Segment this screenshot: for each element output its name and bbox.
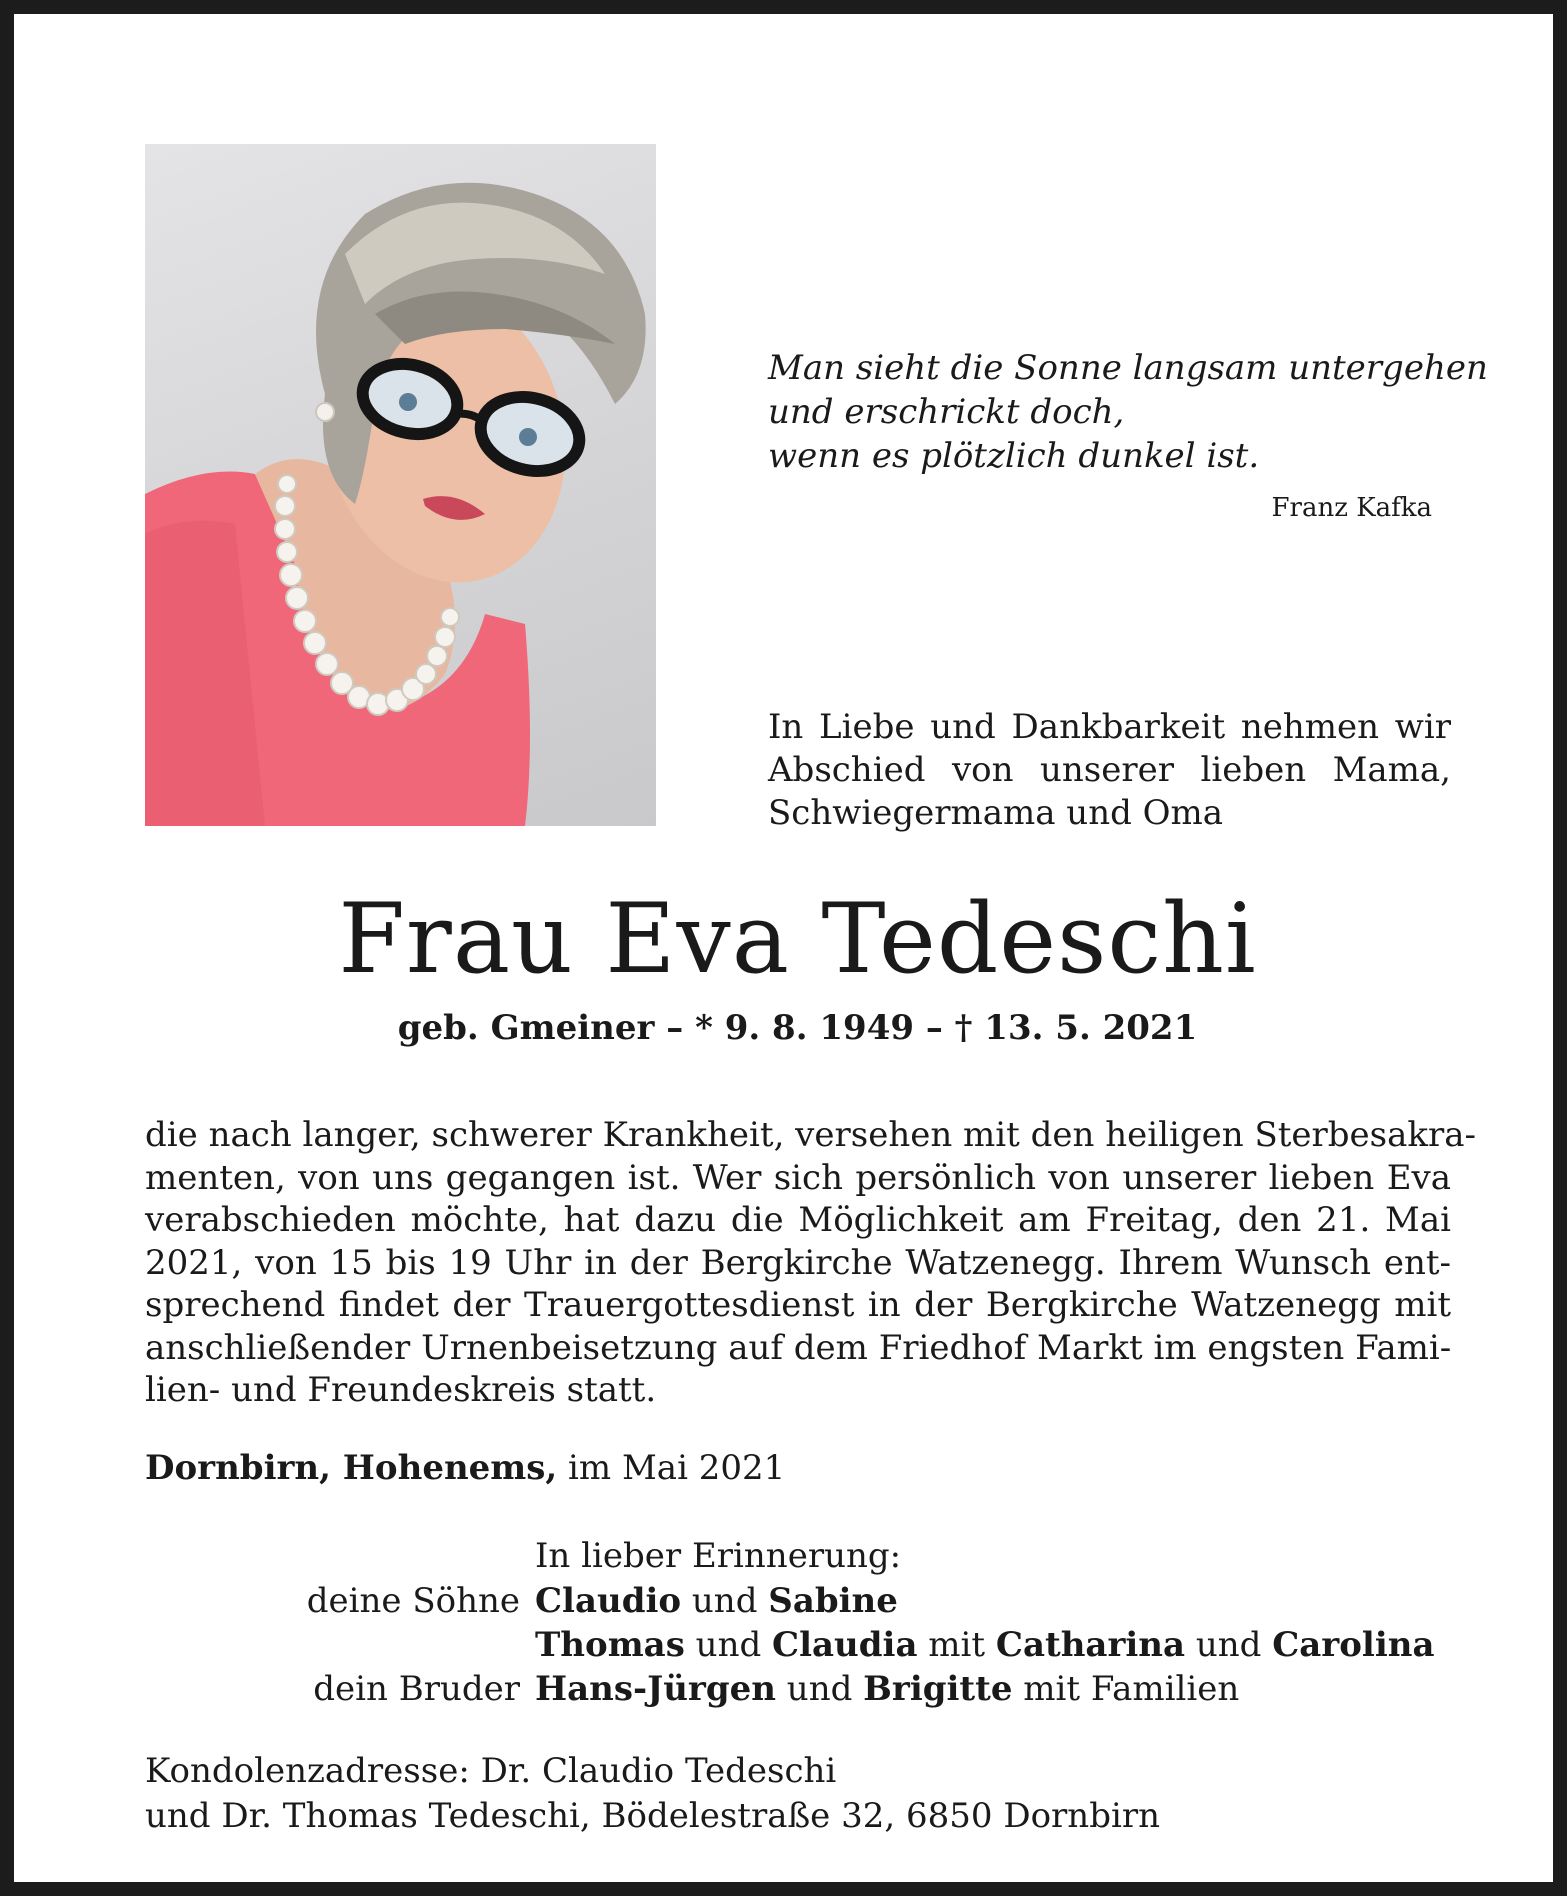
body-line: anschließender Urnenbeisetzung auf dem Friedhof Markt im engsten Fami-	[145, 1327, 1452, 1368]
relative-name: Claudio	[535, 1581, 682, 1621]
connector: und	[1185, 1625, 1273, 1665]
relatives-names	[535, 1623, 1475, 1667]
connector: und	[775, 1669, 864, 1709]
relatives-row	[145, 1623, 1475, 1667]
relatives-row	[145, 1667, 1475, 1711]
place-names: Dornbirn, Hohenems,	[145, 1448, 558, 1488]
intro-line: In Liebe und Dankbarkeit nehmen wir	[768, 707, 1451, 747]
connector: mit Familien	[1012, 1669, 1240, 1709]
portrait-photo	[145, 144, 656, 826]
relative-name: Catharina	[995, 1625, 1186, 1665]
sons-label: deine Söhne	[306, 1581, 520, 1621]
body-line: sprechend findet der Trauergottesdienst in der Bergkirche Watzenegg mit	[145, 1285, 1451, 1325]
connector: und	[684, 1625, 773, 1665]
relative-name: Hans-Jürgen	[535, 1669, 776, 1709]
relative-name: Claudia	[772, 1625, 918, 1665]
deceased-name: Frau Eva Tedeschi	[338, 883, 1257, 995]
portrait-illustration	[145, 144, 656, 826]
relatives-names	[535, 1579, 1475, 1623]
birth-death-dates: geb. Gmeiner – * 9. 8. 1949 – † 13. 5. 2021	[397, 1008, 1198, 1048]
brother-label: dein Bruder	[313, 1669, 520, 1709]
month-year: im Mai 2021	[557, 1448, 786, 1488]
relative-name: Carolina	[1272, 1625, 1435, 1665]
body-line: lien- und Freundeskreis statt.	[145, 1370, 657, 1410]
kafka-quote	[768, 346, 1488, 478]
intro-line: Schwiegermama und Oma	[768, 793, 1224, 833]
relative-name: Thomas	[535, 1625, 685, 1665]
body-line: verabschieden möchte, hat dazu die Möglichkeit am Freitag, den 21. Mai	[145, 1200, 1451, 1240]
intro-line: Abschied von unserer lieben Mama,	[768, 750, 1451, 790]
body-line: 2021, von 15 bis 19 Uhr in der Bergkirche Watzenegg. Ihrem Wunsch ent-	[145, 1242, 1451, 1283]
relatives-names	[535, 1667, 1475, 1711]
relative-name: Brigitte	[863, 1669, 1013, 1709]
connector: mit	[917, 1625, 996, 1665]
condolence-line: und Dr. Thomas Tedeschi, Bödelestraße 32, 6850 Dornbirn	[145, 1796, 1160, 1836]
intro-text	[768, 706, 1451, 835]
in-memory-heading: In lieber Erinnerung:	[535, 1536, 902, 1576]
condolence-address	[145, 1749, 1160, 1839]
body-line: die nach langer, schwerer Krankheit, versehen mit den heiligen Sterbesakra-	[145, 1115, 1477, 1155]
connector: und	[681, 1581, 769, 1621]
announcement-body	[145, 1114, 1477, 1412]
quote-line: und erschrickt doch,	[768, 392, 1125, 432]
quote-line: wenn es plötzlich dunkel ist.	[768, 436, 1260, 476]
relative-name: Sabine	[768, 1581, 898, 1621]
condolence-line: Kondolenzadresse: Dr. Claudio Tedeschi	[145, 1751, 837, 1791]
place-and-date	[145, 1446, 785, 1490]
body-line: menten, von uns gegangen ist. Wer sich persönlich von unserer lieben Eva	[145, 1157, 1451, 1198]
relatives-row	[145, 1579, 1475, 1623]
quote-author: Franz Kafka	[1271, 493, 1432, 523]
quote-line: Man sieht die Sonne langsam untergehen	[768, 348, 1488, 388]
relatives-list	[145, 1579, 1475, 1711]
empty-label	[145, 1623, 535, 1667]
